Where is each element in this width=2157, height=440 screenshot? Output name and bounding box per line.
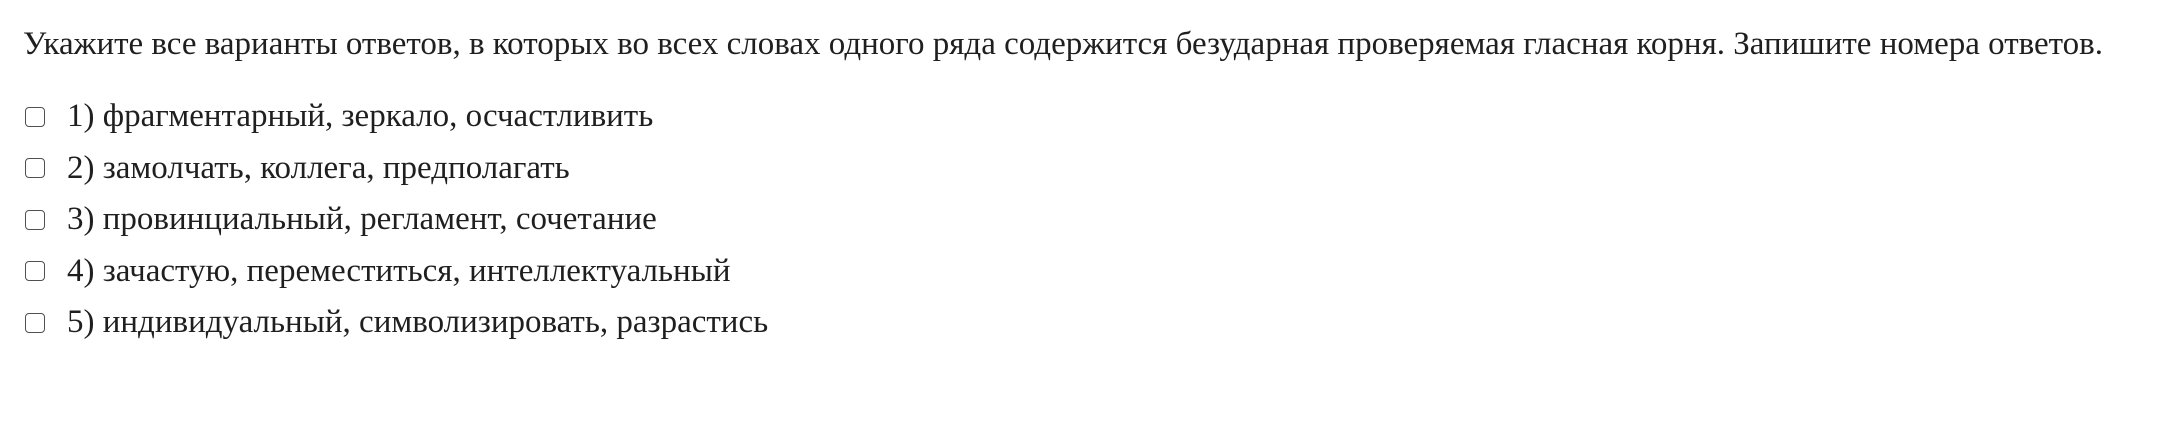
answer-option-2[interactable] [23,143,2141,195]
answer-checkbox-3[interactable] [25,210,45,230]
answer-option-1[interactable] [23,91,2141,143]
answer-option-3[interactable] [23,194,2141,246]
answer-label-5[interactable]: 5) индивидуальный, символизировать, разрастись [67,304,769,341]
answer-checkbox-4[interactable] [25,261,45,281]
question-text: Укажите все варианты ответов, в которых во всех словах одного ряда содержится безударная проверяемая гласная корня. Запишите номера ответов. [23,26,2103,62]
answer-options [23,91,2141,349]
answer-label-2[interactable]: 2) замолчать, коллега, предполагать [67,149,570,186]
answer-checkbox-5[interactable] [25,313,45,333]
answer-label-3[interactable]: 3) провинциальный, регламент, сочетание [67,201,657,238]
answer-checkbox-1[interactable] [25,107,45,127]
answer-option-4[interactable] [23,246,2141,298]
answer-checkbox-2[interactable] [25,158,45,178]
task-container [23,18,2141,349]
answer-option-5[interactable] [23,297,2141,349]
answer-label-1[interactable]: 1) фрагментарный, зеркало, осчастливить [67,98,654,135]
answer-label-4[interactable]: 4) зачастую, переместиться, интеллектуальный [67,252,731,289]
